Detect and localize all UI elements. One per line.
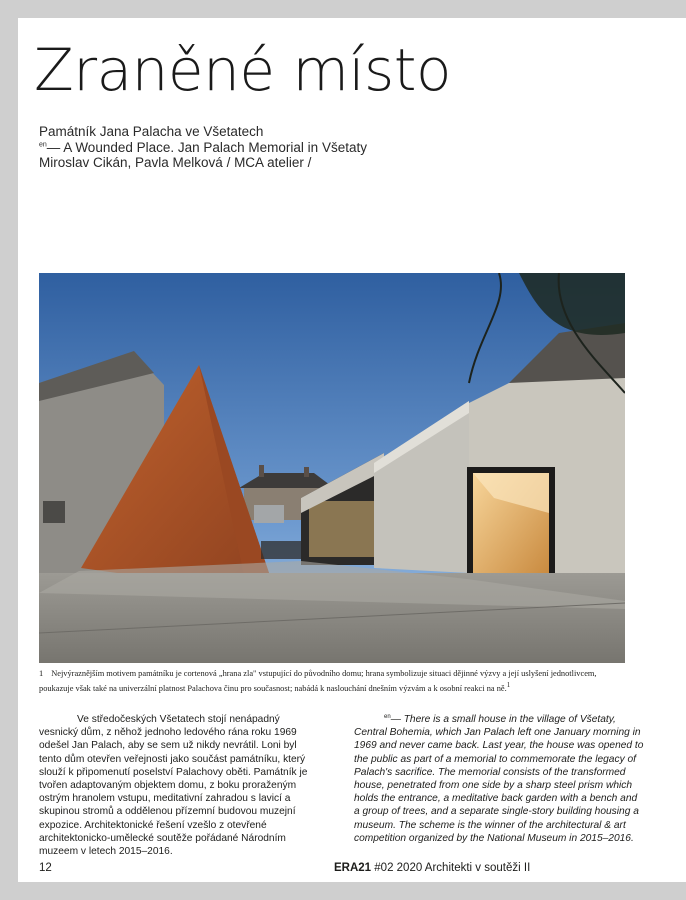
figure-number: 1 xyxy=(39,669,44,678)
memorial-photograph xyxy=(39,273,625,663)
caption-text-1: Nejvýraznějším motivem památníku je cortenová „hrana zla" vstupující do původního domu; hrana symbolizuje situaci dějinné výzvy a její uslyšení jednotlivcem, xyxy=(51,669,597,678)
caption-text-2: poukazuje však také na univerzální platnost Palachova činu pro současnost; nabádá k naslouchání dnešním výzvám a k osobní reakci na ně. xyxy=(39,683,507,693)
subtitle-english xyxy=(39,140,367,156)
publication-footer xyxy=(334,861,530,875)
page-number: 12 xyxy=(39,862,52,874)
caption-line-1 xyxy=(39,669,639,680)
body-text-czech: Ve středočeských Všetatech stojí nenápadný vesnický dům, z něhož jednoho ledového rána roku 1969 odešel Jan Palach, aby se sem už nikdy nevrátil. Loni byl tento dům otevřen veřejnosti jako součást památníku, který slouží k připomenutí poselství Palachovy oběti. Památník je tvořen adaptovaným objektem domu, z boku proraženým ostrým hranolem vstupu, meditativní zahradou s lavicí a skupinou stromů a oddělenou přízemní budovou muzejní expozice. Architektonické řešení vzešlo z otevřené architektonicko-umělecké soutěže pořádané Národním muzeem v letech 2015–2016. xyxy=(39,714,308,858)
subtitle-english-text: — A Wounded Place. Jan Palach Memorial in Všetaty xyxy=(46,139,367,155)
photo-caption xyxy=(39,669,639,694)
magazine-page xyxy=(18,18,686,882)
body-text-english xyxy=(354,713,644,845)
article-title: Zraněné místo xyxy=(34,36,452,104)
issue-info: #02 2020 Architekti v soutěži II xyxy=(374,862,531,874)
article-subtitle-block xyxy=(39,124,367,171)
publication-brand: ERA21 xyxy=(334,862,372,874)
language-marker: en xyxy=(39,141,47,148)
language-marker-body: en xyxy=(384,713,391,720)
subtitle-czech: Památník Jana Palacha ve Všetatech xyxy=(39,124,264,139)
article-authors: Miroslav Cikán, Pavla Melková / MCA atelier / xyxy=(39,155,312,170)
caption-footnote: 1 xyxy=(506,680,511,689)
body-text-english-content: — There is a small house in the village of Všetaty, Central Bohemia, which Jan Palach left one January morning in 1969 and never came back. Last year, the house was opened to the public as part of a memorial to commemorate the legacy of Palach's sacrifice. The memorial consists of the transformed house, penetrated from one side by a sharp steel prism which holds the entrance, a meditative back garden with a bench and a group of trees, and a separate single-story building housing a museum. The scheme is the winner of the architectural & art competition organized by the National Museum in 2015–2016. xyxy=(354,714,644,844)
caption-line-2 xyxy=(39,680,639,694)
